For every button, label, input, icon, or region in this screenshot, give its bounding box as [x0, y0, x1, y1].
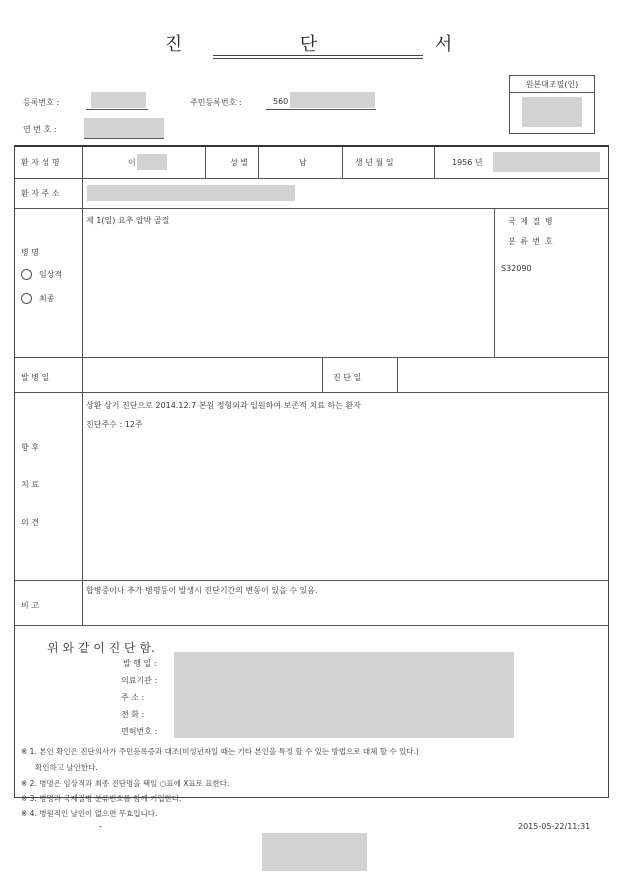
resident-no-redaction [290, 92, 375, 108]
onset-label: 발 병 일 [21, 373, 50, 382]
prognosis-line-2: 진단주수 : 12주 [86, 420, 143, 429]
hospital-label: 의료기관 : [121, 676, 158, 685]
serial-no-redaction [84, 118, 164, 138]
issue-date-label: 발 행 일 : [123, 659, 157, 668]
name-prefix: 이 [128, 158, 136, 167]
sex-value: 남 [299, 158, 307, 167]
title-underline [213, 55, 423, 56]
seal-redaction [522, 97, 582, 127]
cert-address-label: 주 소 : [121, 693, 145, 702]
footer-redaction [262, 833, 367, 871]
seal-box [509, 75, 595, 134]
cert-phone-label: 전 화 : [121, 710, 145, 719]
certify-redaction [174, 652, 514, 738]
icd-code: S32090 [501, 264, 532, 273]
birth-year: 1956 년 [452, 158, 483, 167]
remarks-label: 비 고 [21, 601, 39, 610]
final-radio-icon[interactable] [21, 293, 32, 304]
clinical-radio-icon[interactable] [21, 269, 32, 280]
remarks-text: 합병증이나 추가 병명등이 발생시 진단기간의 변동이 있을 수 있음. [86, 586, 318, 595]
note-1-cont: 확인하고 날인한다. [35, 763, 98, 772]
prognosis-label-2: 치 료 [21, 480, 39, 489]
name-redaction [137, 154, 167, 170]
option-final-label: 최종 [39, 294, 55, 303]
license-label: 면허번호 : [121, 727, 158, 736]
title-underline-2 [213, 58, 423, 59]
note-4: ※ 4. 병원직인 날인이 없으면 무효입니다. [21, 809, 158, 818]
reg-no-redaction [91, 92, 146, 108]
birth-label: 생 년 월 일 [355, 158, 394, 167]
birth-redaction [493, 152, 600, 172]
disease-label-text: 병 명 [21, 248, 39, 257]
disease-label [21, 247, 75, 258]
address-label: 환 자 주 소 [21, 189, 60, 198]
option-final[interactable] [21, 293, 54, 304]
serial-no-label: 연 번 호 : [23, 125, 57, 134]
option-clinical[interactable] [21, 269, 62, 280]
address-redaction [87, 185, 295, 201]
diagnosis-table [14, 145, 609, 798]
resident-no-label: 주민등록번호 : [190, 98, 242, 107]
reg-no-label: 등록번호 : [23, 98, 60, 107]
sex-label: 성 별 [230, 158, 248, 167]
name-label: 환 자 성 명 [21, 158, 60, 167]
note-1: ※ 1. 본인 확인은 진단의사가 주민등록증과 대조(미성년자일 때는 기타 본인을 특정 할 수 있는 방법으로 대체 할 수 있다.) [21, 747, 419, 756]
resident-no-prefix: 560 [273, 97, 289, 106]
prognosis-line-1: 상환 상기 진단으로 2014.12.7 본원 정형외과 입원하여 보존적 치료 하는 환자 [86, 401, 361, 410]
footer-timestamp: 2015-05-22/11:31 [518, 822, 591, 831]
icd-label-2: 분 류 번 호 [508, 237, 554, 246]
prognosis-label-1 [21, 442, 81, 453]
document-title: 진 단 서 [164, 34, 509, 55]
footer-dash: - [99, 822, 102, 831]
certify-statement: 위 와 같 이 진 단 함. [47, 641, 155, 655]
option-clinical-label: 임상적 [39, 270, 63, 279]
diagnosis-text: 제 1(일) 요추 압박 골절 [86, 216, 170, 225]
icd-label-1: 국 제 질 병 [508, 217, 554, 226]
diagnosis-date-label: 진 단 일 [333, 373, 362, 382]
note-2: ※ 2. 병명은 임상적과 최종 진단명을 택일 ○표에 X표로 표한다. [21, 779, 230, 788]
note-3: ※ 3. 병명과 국제질병 분류번호를 함께 기입한다. [21, 794, 182, 803]
prognosis-label-1-text: 향 후 [21, 443, 39, 452]
prognosis-label-3: 의 견 [21, 518, 39, 527]
seal-label: 원본대조필(인) [525, 80, 579, 89]
